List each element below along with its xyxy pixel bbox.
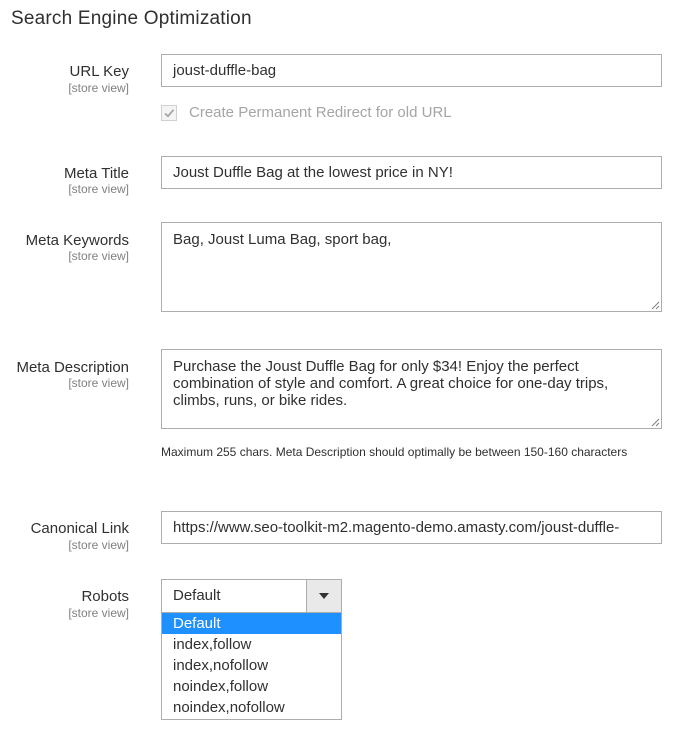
- robots-select[interactable]: [161, 579, 342, 613]
- url-key-scope: [store view]: [68, 81, 129, 95]
- meta-keywords-value: Bag, Joust Luma Bag, sport bag,: [173, 231, 392, 248]
- robots-select-toggle[interactable]: [306, 580, 341, 612]
- permanent-redirect-checkbox[interactable]: [161, 105, 177, 121]
- meta-keywords-textarea[interactable]: [161, 222, 662, 312]
- resize-grip-icon[interactable]: [651, 301, 660, 310]
- robots-scope: [store view]: [68, 606, 129, 620]
- robots-label: Robots: [81, 588, 129, 605]
- meta-description-note: Maximum 255 chars. Meta Description should optimally be between 150-160 characters: [161, 445, 628, 459]
- meta-title-scope: [store view]: [68, 182, 129, 196]
- canonical-link-scope: [store view]: [68, 538, 129, 552]
- robots-option-index-follow[interactable]: index,follow: [173, 636, 252, 653]
- meta-description-value: Purchase the Joust Duffle Bag for only $34! Enjoy the perfect combination of style and comfort. A great choice for one-day trips, climbs, runs, or bike rides.: [173, 358, 609, 409]
- chevron-down-icon: [319, 593, 329, 599]
- resize-grip-icon[interactable]: [651, 418, 660, 427]
- robots-option-default[interactable]: Default: [162, 613, 341, 634]
- url-key-label: URL Key: [69, 63, 129, 80]
- canonical-link-input[interactable]: https://www.seo-toolkit-m2.magento-demo.amasty.com/joust-duffle-: [161, 511, 662, 544]
- robots-dropdown: [161, 613, 342, 720]
- robots-selected-value: Default: [173, 587, 221, 604]
- meta-title-input[interactable]: Joust Duffle Bag at the lowest price in NY!: [161, 156, 662, 189]
- robots-option-noindex-nofollow[interactable]: noindex,nofollow: [173, 699, 285, 716]
- url-key-input[interactable]: joust-duffle-bag: [161, 54, 662, 87]
- robots-option-noindex-follow[interactable]: noindex,follow: [173, 678, 269, 695]
- checkmark-icon: [163, 107, 175, 119]
- meta-description-textarea[interactable]: [161, 349, 662, 429]
- meta-description-scope: [store view]: [68, 376, 129, 390]
- meta-keywords-scope: [store view]: [68, 249, 129, 263]
- meta-description-label: Meta Description: [16, 359, 129, 376]
- meta-keywords-label: Meta Keywords: [25, 232, 129, 249]
- permanent-redirect-label: Create Permanent Redirect for old URL: [189, 104, 452, 121]
- section-title: Search Engine Optimization: [11, 8, 252, 29]
- robots-option-index-nofollow[interactable]: index,nofollow: [173, 657, 269, 674]
- meta-title-label: Meta Title: [63, 165, 129, 182]
- canonical-link-label: Canonical Link: [30, 520, 129, 537]
